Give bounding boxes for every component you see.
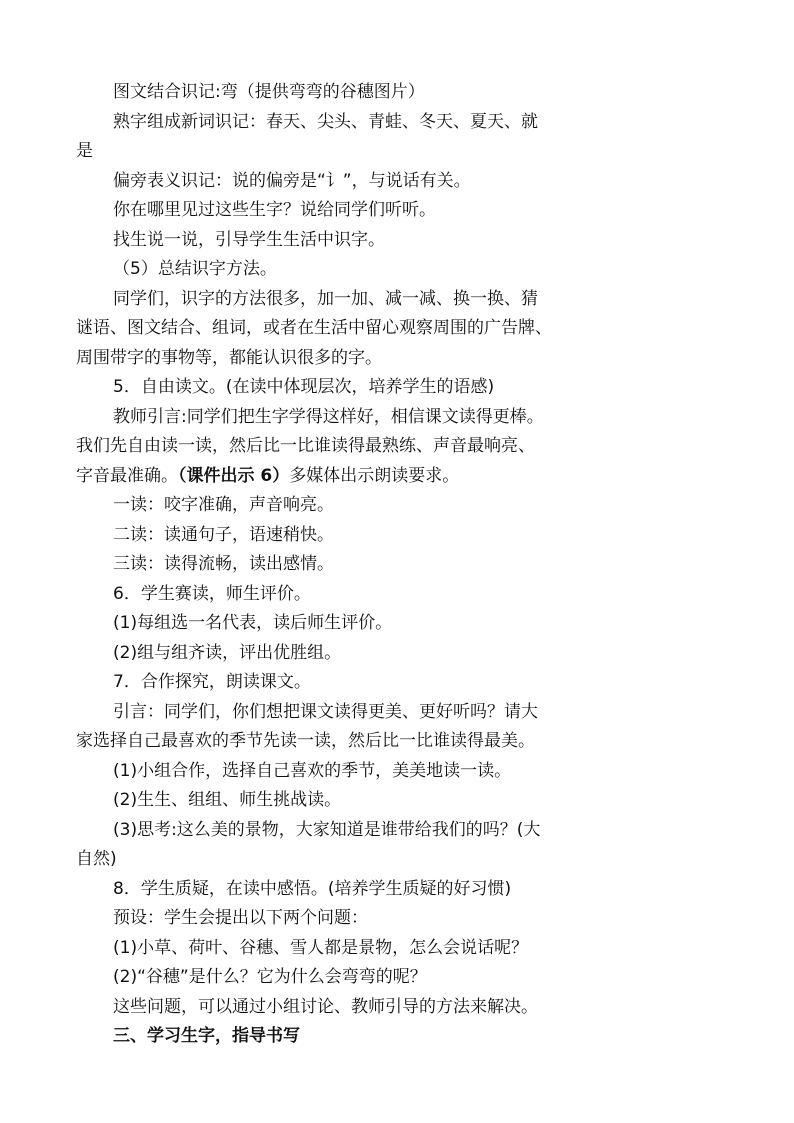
paragraph-line: 三读：读得流畅，读出感情。 (113, 554, 334, 574)
paragraph-line: (2)组与组齐读，评出优胜组。 (113, 642, 342, 663)
paragraph-line: (2)“谷穗”是什么？它为什么会弯弯的呢？ (113, 967, 427, 987)
paragraph-line: （5）总结识字方法。 (113, 259, 277, 279)
paragraph-line: 教师引言:同学们把生字学得这样好，相信课文读得更棒。 (113, 406, 544, 427)
paragraph-line: 这些问题，可以通过小组讨论、教师引导的方法来解决。 (113, 996, 538, 1017)
paragraph-line: 谜语、图文结合、组词，或者在生活中留心观察周围的广告牌、 (76, 318, 552, 338)
paragraph-line: 周围带字的事物等，都能认识很多的字。 (76, 347, 382, 368)
paragraph-line: 偏旁表义识记：说的偏旁是“讠”，与说话有关。 (113, 170, 471, 191)
paragraph-line: 一读：咬字准确，声音响亮。 (113, 495, 334, 515)
line-text: 字音最准确。 (76, 465, 178, 486)
paragraph-line: (3)思考:这么美的景物，大家知道是谁带给我们的吗？(大 (113, 819, 541, 840)
paragraph-line: 自然) (76, 849, 117, 869)
paragraph-line: 8．学生质疑，在读中感悟。(培养学生质疑的好习惯) (113, 878, 512, 899)
paragraph-line: (1)小草、荷叶、谷穗、雪人都是景物，怎么会说话呢？ (113, 937, 529, 958)
paragraph-line (76, 462, 586, 492)
paragraph-line: 6．学生赛读，师生评价。 (113, 583, 311, 604)
paragraph-line: 5．自由读文。(在读中体现层次，培养学生的语感) (113, 377, 495, 397)
paragraph-line: (1)每组选一名代表，读后师生评价。 (113, 613, 393, 633)
paragraph-line: 二读：读通句子，语速稍快。 (113, 524, 334, 545)
paragraph-line: 7．合作探究，朗读课文。 (113, 672, 311, 692)
document-page (76, 78, 586, 1052)
paragraph-line: (2)生生、组组、师生挑战读。 (113, 790, 342, 810)
paragraph-line: 引言：同学们，你们想把课文读得更美、更好听吗？请大 (113, 701, 538, 722)
paragraph-line: (1)小组合作，选择自己喜欢的季节，美美地读一读。 (113, 760, 512, 781)
paragraph-line: 预设：学生会提出以下两个问题： (113, 908, 368, 928)
paragraph-line: 同学们，识字的方法很多，加一加、减一减、换一换、猜 (113, 288, 538, 309)
section-heading: 三、学习生字，指导书写 (113, 1026, 300, 1046)
paragraph-line: 熟字组成新词识记：春天、尖头、青蛙、冬天、夏天、就 (113, 111, 538, 132)
paragraph-line: 家选择自己最喜欢的季节先读一读，然后比一比谁读得最美。 (76, 731, 535, 751)
paragraph-line: 是 (76, 141, 93, 161)
courseware-note: （课件出示 6） (178, 465, 290, 486)
paragraph-line: 图文结合识记:弯（提供弯弯的谷穗图片） (113, 82, 425, 102)
paragraph-line: 找生说一说，引导学生生活中识字。 (113, 229, 385, 250)
line-text-rest: 多媒体出示朗读要求。 (289, 465, 460, 486)
paragraph-line: 你在哪里见过这些生字？说给同学们听听。 (113, 200, 436, 220)
paragraph-line: 我们先自由读一读，然后比一比谁读得最熟练、声音最响亮、 (76, 436, 535, 456)
